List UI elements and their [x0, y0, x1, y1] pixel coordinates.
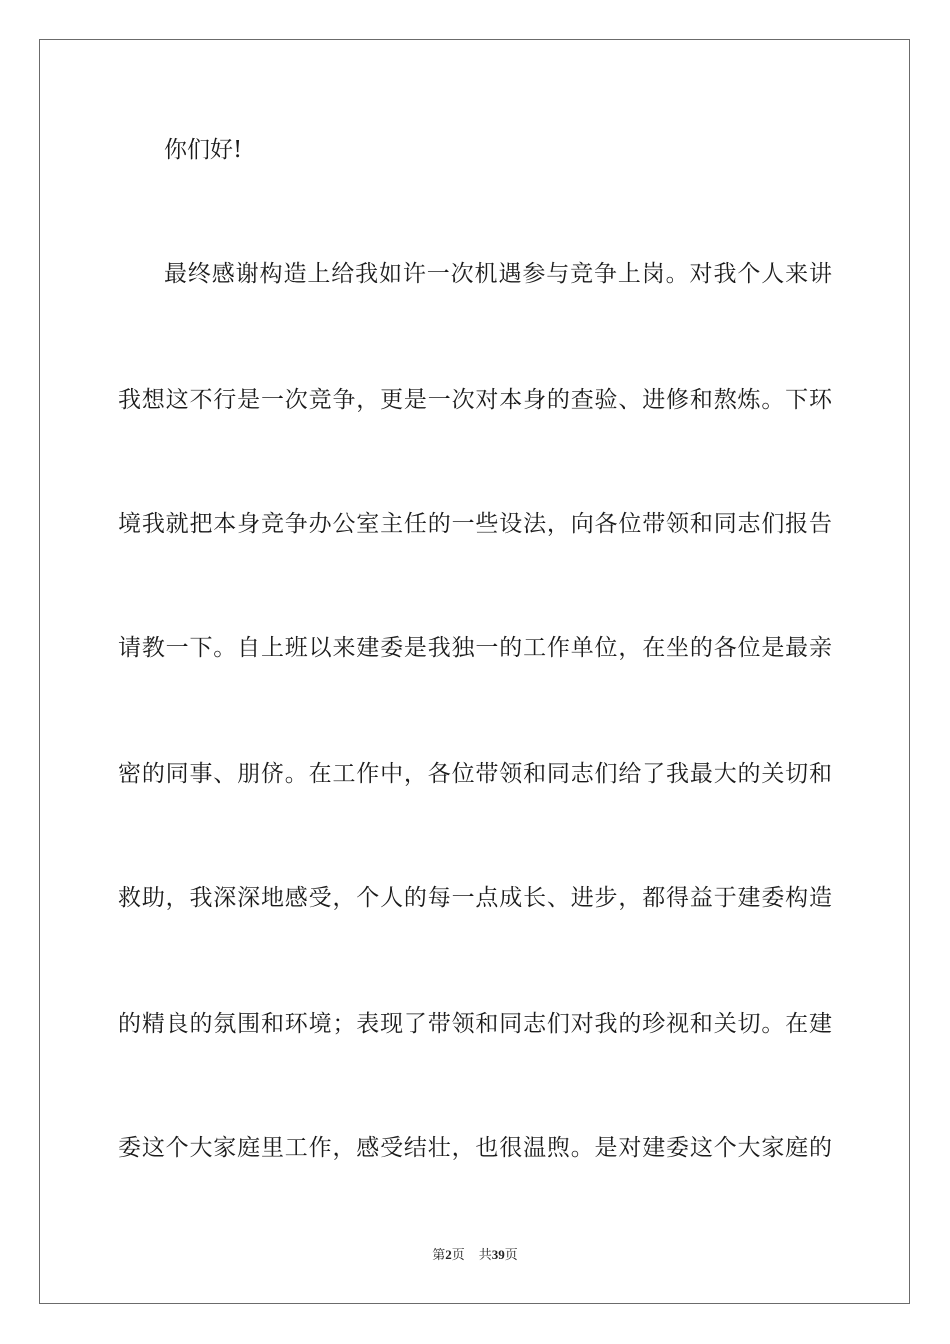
- total-pages: 39: [491, 1247, 505, 1262]
- page-border: [39, 39, 910, 1304]
- paragraph-line: 境我就把本身竞争办公室主任的一些设法，向各位带领和同志们报告: [118, 511, 832, 537]
- total-prefix: 共: [478, 1248, 492, 1263]
- paragraph-line: 密的同事、朋侪。在工作中，各位带领和同志们给了我最大的关切和: [118, 761, 832, 787]
- paragraph-line: 最终感谢构造上给我如许一次机遇参与竞争上岗。对我个人来讲: [164, 261, 832, 287]
- paragraph-line: 委这个大家庭里工作，感受结壮，也很温煦。是对建委这个大家庭的: [118, 1135, 832, 1161]
- page-number: 2: [445, 1247, 452, 1262]
- paragraph-line: 请教一下。自上班以来建委是我独一的工作单位，在坐的各位是最亲: [118, 635, 832, 661]
- paragraph-line: 的精良的氛围和环境；表现了带领和同志们对我的珍视和关切。在建: [118, 1011, 832, 1037]
- total-suffix: 页: [504, 1248, 518, 1263]
- page-suffix: 页: [451, 1248, 465, 1263]
- page-footer: [0, 1246, 950, 1265]
- paragraph-line: 我想这不行是一次竞争，更是一次对本身的查验、进修和熬炼。下环: [118, 387, 832, 413]
- paragraph-line: 救助，我深深地感受，个人的每一点成长、进步，都得益于建委构造: [118, 885, 832, 911]
- greeting-line: 你们好!: [164, 137, 243, 163]
- page-prefix: 第: [432, 1248, 446, 1263]
